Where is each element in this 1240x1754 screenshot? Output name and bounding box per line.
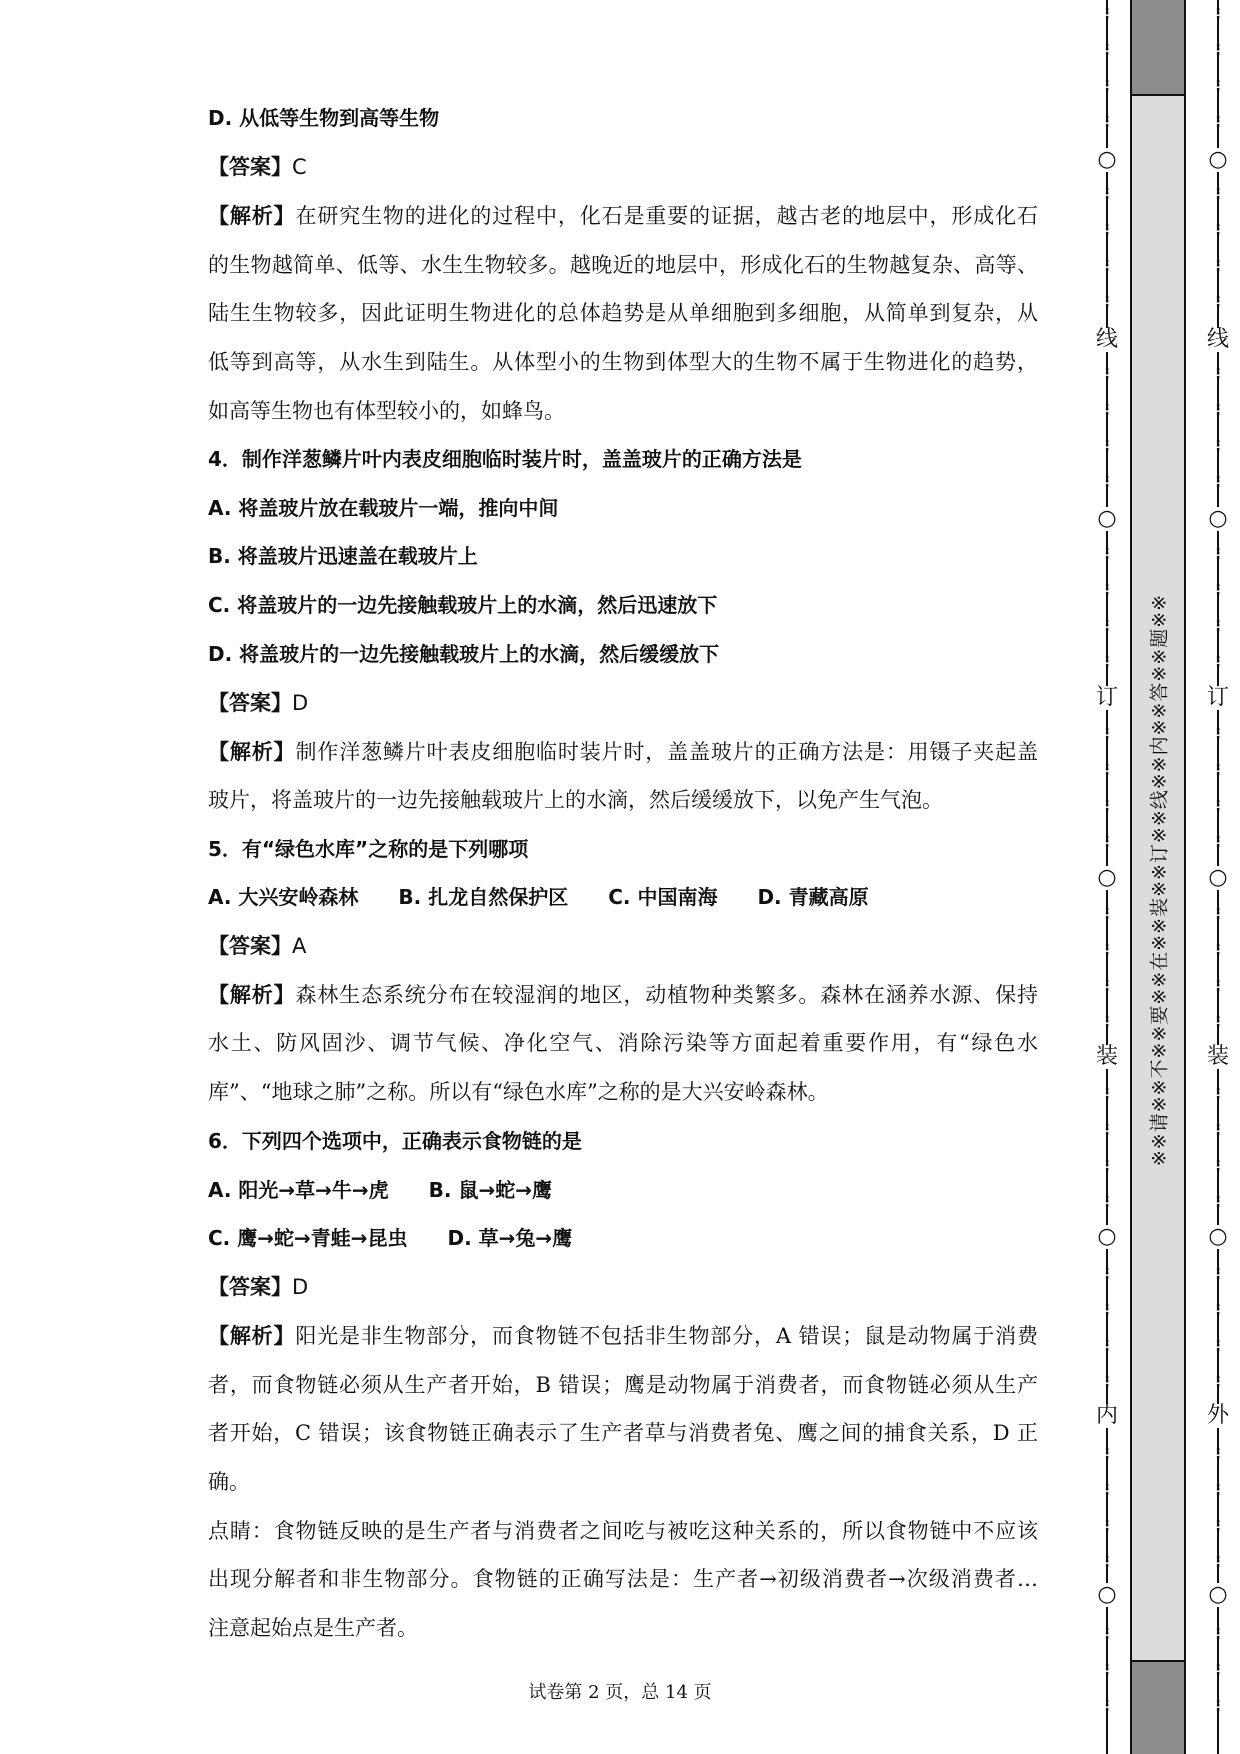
binding-dots: ⋮	[1085, 1380, 1129, 1385]
binding-dots: ⋮	[1196, 12, 1240, 17]
binding-circle: ○	[1196, 1583, 1240, 1607]
analysis-line: 【解析】森林生态系统分布在较湿润的地区，动植物种类繁多。森林在涵养水源、保持	[208, 983, 1039, 1007]
binding-dots: ⋮	[1196, 1668, 1240, 1673]
question-title: 6．下列四个选项中，正确表示食物链的是	[208, 1129, 582, 1153]
binding-dots: ⋮	[1085, 1668, 1129, 1673]
binding-dots: ⋮	[1196, 552, 1240, 557]
binding-dots: ⋮	[1085, 840, 1129, 845]
binding-dots: ⋮	[1196, 1344, 1240, 1349]
binding-dots: ⋮	[1085, 1560, 1129, 1565]
binding-circle: ○	[1085, 507, 1129, 531]
answer-line: 【答案】C	[208, 155, 307, 179]
inner-binding-rail	[1085, 0, 1129, 1754]
binding-dots: ⋮	[1196, 1308, 1240, 1313]
binding-dots: ⋮	[1085, 1128, 1129, 1133]
binding-dots: ⋮	[1196, 948, 1240, 953]
mark-ding: 订	[1085, 686, 1129, 710]
binding-dots: ⋮	[1196, 1704, 1240, 1709]
binding-dots: ⋮	[1085, 660, 1129, 665]
binding-dots: ⋮	[1085, 804, 1129, 809]
answer-line: 【答案】D	[208, 691, 309, 715]
binding-dots: ⋮	[1196, 300, 1240, 305]
binding-dots: ⋮	[1196, 660, 1240, 665]
binding-dots: ⋮	[1196, 588, 1240, 593]
binding-dots: ⋮	[1196, 228, 1240, 233]
question-title: 5．有“绿色水库”之称的是下列哪项	[208, 837, 529, 861]
binding-dots: ⋮	[1085, 48, 1129, 53]
option-line: A. 大兴安岭森林 B. 扎龙自然保护区 C. 中国南海 D. 青藏高原	[208, 885, 869, 909]
analysis-line: 者，而食物链必须从生产者开始，B 错误；鹰是动物属于消费者，而食物链必须从生产	[208, 1373, 1038, 1397]
binding-dots: ⋮	[1196, 444, 1240, 449]
binding-dots: ⋮	[1085, 1524, 1129, 1529]
outer-binding-rail	[1196, 0, 1240, 1754]
option-line: D. 将盖玻片的一边先接触载玻片上的水滴，然后缓缓放下	[208, 642, 720, 666]
analysis-line: 低等到高等，从水生到陆生。从体型小的生物到体型大的生物不属于生物进化的趋势，	[208, 350, 1038, 374]
option-line: D. 从低等生物到高等生物	[208, 106, 440, 130]
binding-dots: ⋮	[1085, 444, 1129, 449]
option-line: C. 将盖玻片的一边先接触载玻片上的水滴，然后迅速放下	[208, 593, 718, 617]
binding-dots: ⋮	[1196, 408, 1240, 413]
binding-dots: ⋮	[1085, 912, 1129, 917]
binding-dots: ⋮	[1196, 1272, 1240, 1277]
binding-dots: ⋮	[1085, 300, 1129, 305]
analysis-line: 【解析】阳光是非生物部分，而食物链不包括非生物部分，A 错误；鼠是动物属于消费	[208, 1324, 1039, 1348]
binding-dots: ⋮	[1196, 264, 1240, 269]
comment-line: 点睛：食物链反映的是生产者与消费者之间吃与被吃这种关系的，所以食物链中不应该	[208, 1519, 1038, 1543]
binding-dots: ⋮	[1196, 1164, 1240, 1169]
binding-dots: ⋮	[1085, 624, 1129, 629]
binding-dots: ⋮	[1085, 948, 1129, 953]
binding-dots: ⋮	[1196, 768, 1240, 773]
binding-dots: ⋮	[1085, 552, 1129, 557]
binding-dots: ⋮	[1085, 480, 1129, 485]
mark-nei: 内	[1085, 1404, 1129, 1428]
binding-dots: ⋮	[1196, 1524, 1240, 1529]
option-line: A. 将盖玻片放在载玻片一端，推向中间	[208, 496, 559, 520]
mark-wai: 外	[1196, 1404, 1240, 1428]
analysis-line: 的生物越简单、低等、水生生物较多。越晚近的地层中，形成化石的生物越复杂、高等、	[208, 253, 1038, 277]
binding-warning-text: ※※请※※不※※要※※在※※装※※订※※线※※内※※答※※题※※	[1148, 593, 1171, 1167]
binding-dots: ⋮	[1196, 1380, 1240, 1385]
binding-dots: ⋮	[1196, 912, 1240, 917]
binding-circle: ○	[1196, 507, 1240, 531]
binding-dots: ⋮	[1196, 1128, 1240, 1133]
binding-dots: ⋮	[1085, 1452, 1129, 1457]
analysis-line: 确。	[208, 1470, 250, 1494]
warning-strip	[1130, 0, 1186, 1754]
binding-dots: ⋮	[1085, 1704, 1129, 1709]
binding-dots: ⋮	[1085, 12, 1129, 17]
binding-dots: ⋮	[1085, 192, 1129, 197]
option-line: C. 鹰→蛇→青蛙→昆虫 D. 草→兔→鹰	[208, 1226, 573, 1250]
binding-dots: ⋮	[1085, 84, 1129, 89]
binding-dots: ⋮	[1085, 984, 1129, 989]
binding-dots: ⋮	[1085, 1488, 1129, 1493]
binding-dots: ⋮	[1085, 120, 1129, 125]
binding-dots: ⋮	[1085, 1200, 1129, 1205]
mark-ding: 订	[1196, 686, 1240, 710]
binding-circle: ○	[1196, 1225, 1240, 1249]
answer-line: 【答案】A	[208, 934, 307, 958]
binding-circle: ○	[1085, 1225, 1129, 1249]
mark-zhuang: 装	[1196, 1045, 1240, 1069]
analysis-line: 者开始，C 错误；该食物链正确表示了生产者草与消费者兔、鹰之间的捕食关系，D 正	[208, 1421, 1038, 1445]
binding-dots: ⋮	[1085, 1632, 1129, 1637]
analysis-line: 【解析】在研究生物的进化的过程中，化石是重要的证据，越古老的地层中，形成化石	[208, 204, 1039, 228]
binding-dots: ⋮	[1196, 1560, 1240, 1565]
question-title: 4．制作洋葱鳞片叶内表皮细胞临时装片时，盖盖玻片的正确方法是	[208, 447, 802, 471]
binding-dots: ⋮	[1196, 1452, 1240, 1457]
binding-circle: ○	[1196, 148, 1240, 172]
answer-line: 【答案】D	[208, 1275, 309, 1299]
binding-dots: ⋮	[1085, 1020, 1129, 1025]
comment-line: 注意起始点是生产者。	[208, 1616, 418, 1640]
binding-dots: ⋮	[1085, 1164, 1129, 1169]
binding-dots: ⋮	[1196, 840, 1240, 845]
binding-dots: ⋮	[1196, 192, 1240, 197]
binding-dots: ⋮	[1196, 120, 1240, 125]
page-footer: 试卷第 2 页，总 14 页	[528, 1682, 712, 1703]
analysis-line: 水土、防风固沙、调节气候、净化空气、消除污染等方面起着重要作用，有“绿色水	[208, 1031, 1038, 1055]
analysis-line: 玻片，将盖玻片的一边先接触载玻片上的水滴，然后缓缓放下，以免产生气泡。	[208, 788, 943, 812]
binding-dots: ⋮	[1196, 84, 1240, 89]
binding-dots: ⋮	[1196, 1020, 1240, 1025]
binding-dots: ⋮	[1085, 372, 1129, 377]
option-line: B. 将盖玻片迅速盖在载玻片上	[208, 544, 478, 568]
binding-dots: ⋮	[1085, 264, 1129, 269]
binding-circle: ○	[1085, 866, 1129, 890]
binding-dots: ⋮	[1196, 984, 1240, 989]
analysis-line: 【解析】制作洋葱鳞片叶表皮细胞临时装片时，盖盖玻片的正确方法是：用镊子夹起盖	[208, 740, 1039, 764]
binding-dots: ⋮	[1196, 1488, 1240, 1493]
binding-circle: ○	[1196, 866, 1240, 890]
binding-dots: ⋮	[1085, 1092, 1129, 1097]
binding-dots: ⋮	[1085, 768, 1129, 773]
binding-circle: ○	[1085, 1583, 1129, 1607]
binding-dots: ⋮	[1085, 408, 1129, 413]
analysis-line: 如高等生物也有体型较小的，如蜂鸟。	[208, 399, 565, 423]
binding-dots: ⋮	[1085, 1272, 1129, 1277]
binding-dots: ⋮	[1196, 480, 1240, 485]
binding-dots: ⋮	[1196, 732, 1240, 737]
binding-circle: ○	[1085, 148, 1129, 172]
binding-dots: ⋮	[1196, 1200, 1240, 1205]
binding-dots: ⋮	[1196, 372, 1240, 377]
mark-zhuang: 装	[1085, 1045, 1129, 1069]
binding-dots: ⋮	[1085, 1308, 1129, 1313]
binding-dots: ⋮	[1085, 588, 1129, 593]
binding-dots: ⋮	[1196, 1632, 1240, 1637]
binding-dots: ⋮	[1085, 732, 1129, 737]
mark-xian: 线	[1196, 328, 1240, 352]
analysis-line: 库”、“地球之肺”之称。所以有“绿色水库”之称的是大兴安岭森林。	[208, 1080, 829, 1104]
option-line: A. 阳光→草→牛→虎 B. 鼠→蛇→鹰	[208, 1178, 553, 1202]
mark-xian: 线	[1085, 328, 1129, 352]
binding-dots: ⋮	[1085, 228, 1129, 233]
analysis-line: 陆生生物较多，因此证明生物进化的总体趋势是从单细胞到多细胞，从简单到复杂，从	[208, 301, 1038, 325]
binding-dots: ⋮	[1196, 1092, 1240, 1097]
binding-dots: ⋮	[1196, 804, 1240, 809]
binding-dots: ⋮	[1085, 1344, 1129, 1349]
comment-line: 出现分解者和非生物部分。食物链的正确写法是：生产者→初级消费者→次级消费者…	[208, 1567, 1038, 1591]
binding-dots: ⋮	[1196, 624, 1240, 629]
binding-dots: ⋮	[1196, 48, 1240, 53]
